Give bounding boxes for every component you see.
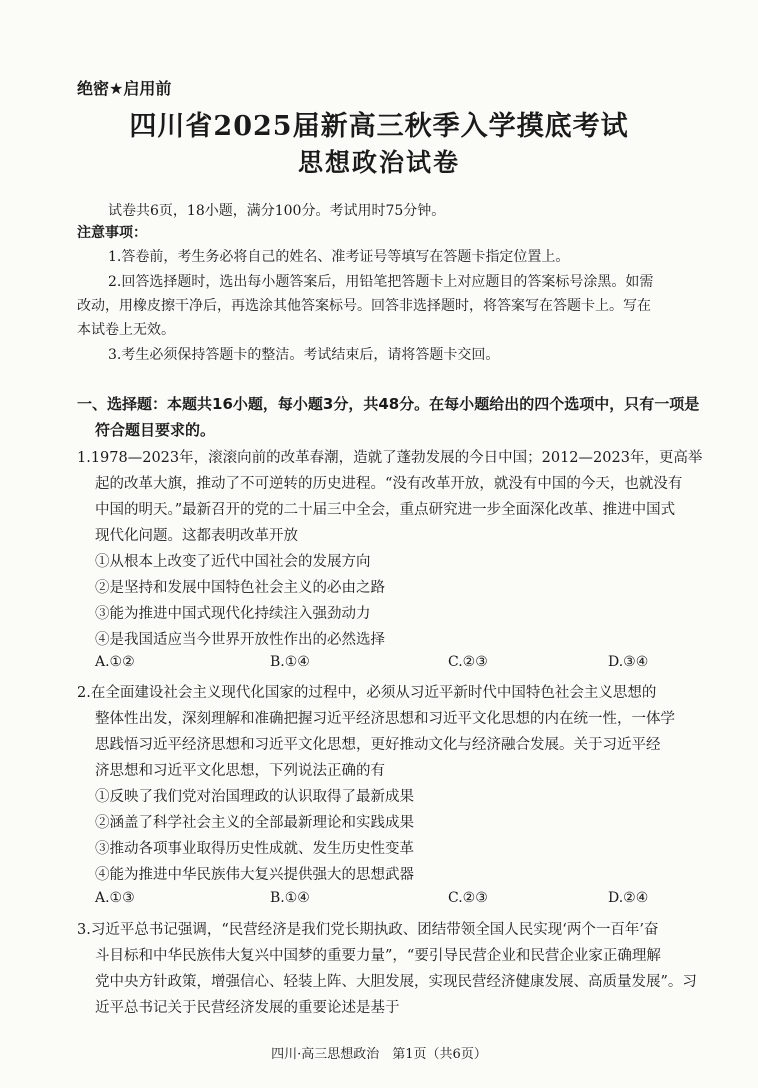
- confidential-label: 绝密★启用前: [77, 79, 172, 98]
- q2-stem-line-1: 2.在全面建设社会主义现代化国家的过程中，必须从习近平新时代中国特色社会主义思想的: [77, 685, 657, 701]
- q1-stem-line-4: 现代化问题。这都表明改革开放: [95, 528, 298, 544]
- q2-option-d: D.②④: [608, 890, 649, 906]
- q1-stem-line-1: 1.1978—2023年，滚滚向前的改革春潮，造就了蓬勃发展的今日中国；2012—2023年，更高举: [77, 450, 703, 466]
- note-1: 1.答卷前，考生务必将自己的姓名、准考证号等填写在答题卡指定位置上。: [108, 249, 570, 265]
- q1-option-b: B.①④: [270, 654, 310, 670]
- exam-subtitle: 思想政治试卷: [297, 148, 460, 177]
- q2-stem-line-3: 思践悟习近平经济思想和习近平文化思想，更好推动文化与经济融合发展。关于习近平经: [95, 737, 661, 753]
- q1-stem-line-2: 起的改革大旗，推动了不可逆转的历史进程。“没有改革开放，就没有中国的今天，也就没有: [95, 476, 683, 492]
- q1-statement-4: ④是我国适应当今世界开放性作出的必然选择: [95, 632, 385, 648]
- q3-stem-line-4: 近平总书记关于民营经济发展的重要论述是基于: [95, 1000, 400, 1016]
- q1-option-d: D.③④: [608, 654, 649, 670]
- q2-statement-1: ①反映了我们党对治国理政的认识取得了最新成果: [95, 789, 414, 805]
- section-heading-line-1: 一、选择题：本题共16小题，每小题3分，共48分。在每小题给出的四个选项中，只有一项是: [77, 395, 700, 413]
- q2-option-c: C.②③: [448, 890, 488, 906]
- page-footer: 四川·高三思想政治 第1页（共6页）: [271, 1047, 487, 1062]
- q1-option-a: A.①②: [95, 654, 135, 670]
- q2-option-b: B.①④: [270, 890, 310, 906]
- q1-option-c: C.②③: [448, 654, 488, 670]
- note-2-line-2: 改动，用橡皮擦干净后，再选涂其他答案标号。回答非选择题时，将答案写在答题卡上。写在: [77, 298, 651, 314]
- q2-stem-line-2: 整体性出发，深刻理解和准确把握习近平经济思想和习近平文化思想的内在统一性，一体学: [95, 711, 675, 727]
- q2-statement-4: ④能为推进中华民族伟大复兴提供强大的思想武器: [95, 867, 414, 883]
- q2-statement-3: ③推动各项事业取得历史性成就、发生历史性变革: [95, 841, 414, 857]
- q2-stem-line-4: 济思想和习近平文化思想，下列说法正确的有: [95, 763, 385, 779]
- q2-statement-2: ②涵盖了科学社会主义的全部最新理论和实践成果: [95, 815, 414, 831]
- note-3: 3.考生必须保持答题卡的整洁。考试结束后，请将答题卡交回。: [108, 347, 500, 363]
- q3-stem-line-1: 3.习近平总书记强调，“民营经济是我们党长期执政、团结带领全国人民实现‘两个一百年’奋: [77, 922, 659, 938]
- q2-option-a: A.①③: [95, 890, 135, 906]
- q1-statement-2: ②是坚持和发展中国特色社会主义的必由之路: [95, 580, 385, 596]
- q3-stem-line-3: 党中央方针政策，增强信心、轻装上阵、大胆发展，实现民营经济健康发展、高质量发展”。习: [95, 974, 697, 990]
- notes-heading: 注意事项：: [77, 225, 147, 241]
- exam-title: 四川省2025届新高三秋季入学摸底考试: [129, 111, 629, 142]
- note-2-line-1: 2.回答选择题时，选出每小题答案后，用铅笔把答题卡上对应题目的答案标号涂黑。如需: [108, 274, 654, 290]
- q1-statement-3: ③能为推进中国式现代化持续注入强劲动力: [95, 606, 371, 622]
- q3-stem-line-2: 斗目标和中华民族伟大复兴中国梦的重要力量”，“要引导民营企业和民营企业家正确理解: [95, 948, 661, 964]
- q1-statement-1: ①从根本上改变了近代中国社会的发展方向: [95, 554, 371, 570]
- note-2-line-3: 本试卷上无效。: [77, 322, 175, 338]
- exam-info: 试卷共6页，18小题，满分100分。考试用时75分钟。: [108, 203, 446, 219]
- q1-stem-line-3: 中国的明天。”最新召开的党的二十届三中全会，重点研究进一步全面深化改革、推进中国式: [95, 502, 676, 518]
- section-heading-line-2: 符合题目要求的。: [95, 421, 216, 439]
